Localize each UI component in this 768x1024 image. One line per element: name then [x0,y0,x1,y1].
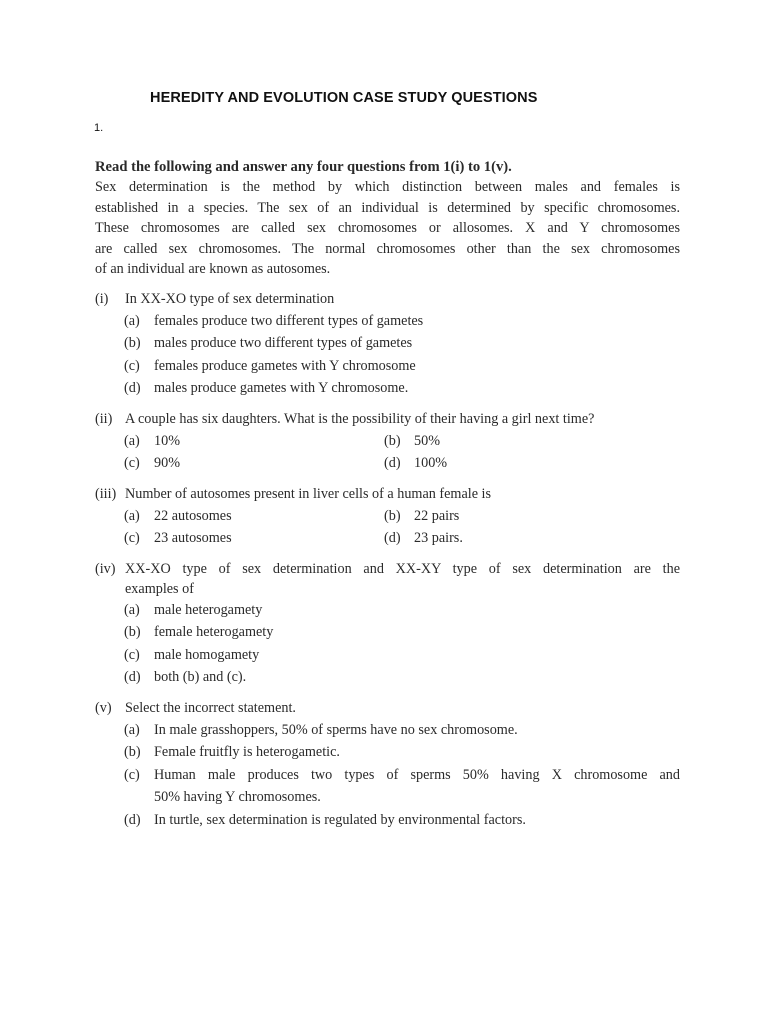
option [124,355,680,378]
option [124,644,680,667]
option [124,741,680,764]
option-text: males produce two different types of gametes [154,335,413,351]
option-text: females produce gametes with Y chromosome [154,357,416,374]
option [124,666,680,689]
option [124,719,680,742]
question-i [95,289,680,400]
option-label: (d) [124,811,141,828]
option-label: (a) [124,721,140,738]
option-label: (a) [124,507,140,524]
passage-line: are called sex chromosomes. The normal chromosomes other than the sex chromosomes [95,240,680,257]
option-text: males produce gametes with Y chromosome. [154,380,409,396]
option [124,332,680,355]
passage [95,177,680,280]
question-text: Select the incorrect statement. [125,699,296,716]
passage-line: These chromosomes are called sex chromosomes or allosomes. X and Y chromosomes [95,220,680,236]
option-text: female heterogamety [154,624,274,640]
option-text: 22 autosomes [154,507,232,524]
option-label: (b) [384,432,401,449]
option [384,505,664,528]
option-label: (d) [124,380,141,396]
question-label: (iii) [95,485,117,502]
option-text: both (b) and (c). [154,669,247,685]
option-label: (d) [124,669,141,685]
option [124,527,384,550]
option-label: (c) [124,357,140,374]
option-label: (c) [124,766,140,783]
option-text: 50% [414,432,441,449]
option-text: Human male produces two types of sperms 50% having X chromosome and [154,766,680,783]
option-text: 100% [414,455,448,471]
question-label: (ii) [95,410,113,427]
option-text: 23 autosomes [154,530,232,546]
option-label: (a) [124,312,140,329]
option-text: In turtle, sex determination is regulated by environmental factors. [154,811,526,828]
question-text: Number of autosomes present in liver cells of a human female is [125,485,492,502]
option-text: In male grasshoppers, 50% of sperms have no sex chromosome. [154,721,518,738]
option [124,452,384,475]
question-v [95,698,680,832]
option-text: 10% [154,432,181,449]
option-text: 23 pairs. [414,530,463,546]
option [124,505,384,528]
document-title: HEREDITY AND EVOLUTION CASE STUDY QUESTIONS [150,90,538,106]
option-label: (b) [124,335,141,351]
instructions-heading: Read the following and answer any four questions from 1(i) to 1(v). [95,159,512,175]
option [384,430,664,453]
option-label: (b) [384,507,401,524]
option-text: male heterogamety [154,601,263,618]
option [124,599,680,622]
option-text-continued: 50% having Y chromosomes. [154,789,321,805]
option-text: male homogamety [154,646,260,663]
question-text: XX-XO type of sex determination and XX-XY type of sex determination are the [125,560,680,577]
option-label: (c) [124,530,140,546]
option [124,430,384,453]
question-label: (v) [95,699,112,716]
option-text: females produce two different types of gametes [154,312,424,329]
question-text: A couple has six daughters. What is the possibility of their having a girl next time? [125,410,595,427]
option [384,452,664,475]
option [124,764,680,809]
passage-line: Sex determination is the method by which distinction between males and females is [95,179,680,195]
option [124,377,680,400]
question-ii [95,409,680,475]
option [124,621,680,644]
option-label: (a) [124,432,140,449]
question-text-continued: examples of [125,580,194,597]
option-label: (d) [384,455,401,471]
option-text: 22 pairs [414,507,460,524]
option-label: (b) [124,624,141,640]
option-text: Female fruitfly is heterogametic. [154,744,340,760]
question-text: In XX-XO type of sex determination [125,290,335,307]
scanned-question-block [95,158,680,831]
question-iv [95,559,680,689]
option [124,809,680,832]
passage-line: of an individual are known as autosomes. [95,261,331,277]
question-number: 1. [94,122,104,134]
passage-line: established in a species. The sex of an individual is determined by specific chromosomes. [95,199,680,216]
option [384,527,664,550]
option-label: (b) [124,744,141,760]
option-label: (c) [124,646,140,663]
option-label: (a) [124,601,140,618]
option [124,310,680,333]
question-iii [95,484,680,550]
option-text: 90% [154,455,181,471]
option-label: (c) [124,455,140,471]
question-label: (iv) [95,560,116,577]
option-label: (d) [384,530,401,546]
question-label: (i) [95,290,109,307]
